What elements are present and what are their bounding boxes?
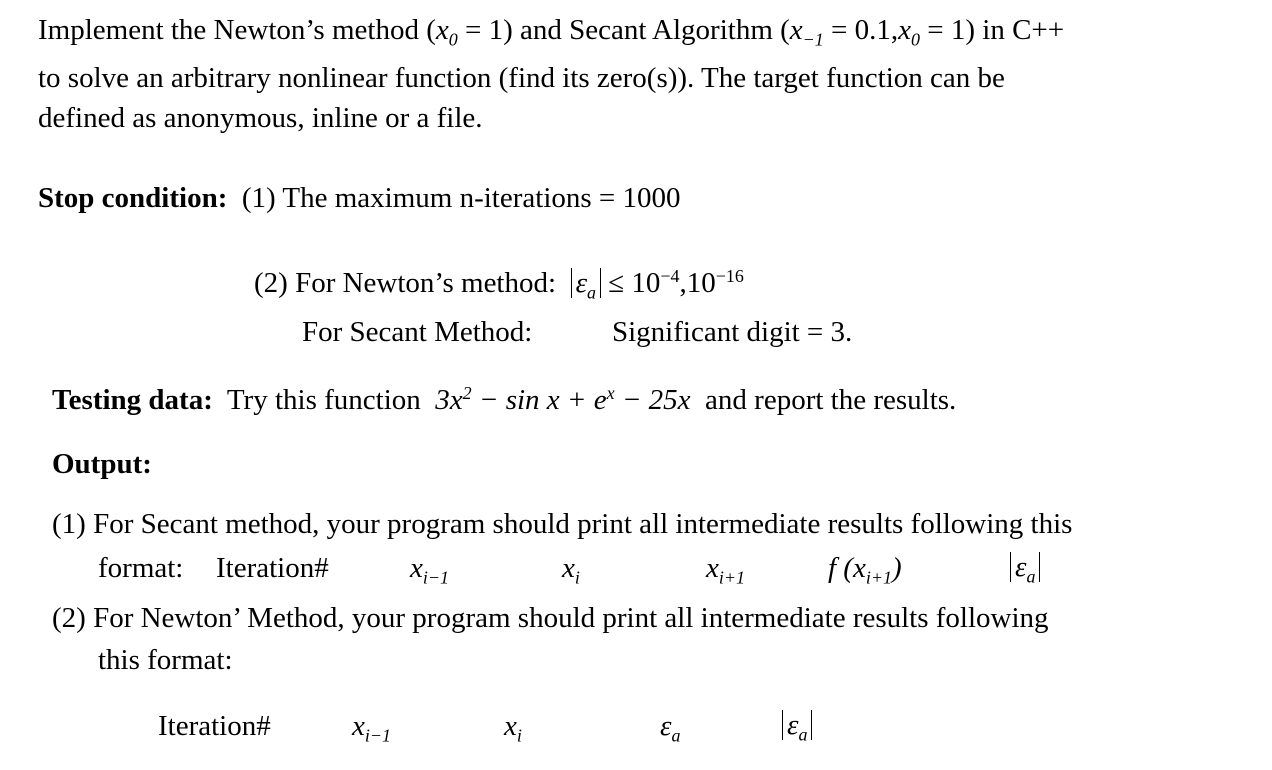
stop-condition-label: Stop condition: (38, 182, 228, 214)
stop-condition-line-1 (38, 184, 681, 213)
secant-col-x-prev: $x_{i-1}$ (410, 552, 449, 588)
testing-data-text: Try this function (226, 384, 421, 416)
secant-col-f-x-next: f $(x_{i+1})$ (828, 552, 902, 588)
secant-col-iteration: Iteration# (216, 552, 329, 584)
testing-data-label: Testing data: (52, 384, 213, 416)
output-label: Output: (52, 448, 152, 480)
newton-col-iteration: Iteration# (158, 710, 271, 742)
stop-condition-1: (1) The maximum n-iterations = 1000 (241, 182, 681, 214)
testing-data-tail: and report the results. (705, 384, 957, 416)
intro-text-part1: Implement the Newton’s method ( (38, 14, 436, 46)
intro-line-3: defined as anonymous, inline or a file. (38, 102, 483, 134)
secant-initial-value-2: $x_0$ (898, 14, 921, 50)
test-function: $3x^2 - \sin x + e^x - 25x$ (435, 383, 691, 416)
newton-initial-value: $x_0$ (435, 14, 458, 50)
output-item-2-line-2: this format: (98, 644, 233, 676)
intro-text-part2: ) and Secant Algorithm ( (503, 14, 790, 46)
output-item-2-line-1: (2) For Newton’ Method, your program should print all intermediate results following (52, 602, 1049, 634)
newton-col-epsilon-a: $\varepsilon_a$ (660, 710, 681, 746)
newton-condition-label: (2) For Newton’s method: (254, 267, 557, 299)
newton-col-epsilon-abs: $\varepsilon_a$ (782, 710, 812, 740)
newton-epsilon-abs: $\varepsilon_a$ (571, 268, 601, 298)
newton-col-x-i: $x_i$ (504, 710, 522, 746)
intro-text-part3: ) in C++ (965, 14, 1065, 46)
secant-format-label: format: (98, 552, 184, 584)
intro-line-1: Implement the Newton’s method $(x_0 = 1)$ and Secant Algorithm $(x_{-1} = 0.1,x_0 = 1)$ in C++ (38, 14, 1065, 50)
secant-condition-label: For Secant Method: (302, 316, 533, 348)
newton-col-x-prev: $x_{i-1}$ (352, 710, 391, 746)
output-item-1-line-1: (1) For Secant method, your program should print all intermediate results following this (52, 508, 1073, 540)
secant-col-x-next: $x_{i+1}$ (706, 552, 745, 588)
stop-condition-line-2: (2) For Newton’s method: $\varepsilon_a \le 10^{-4},10^{-16}$ (254, 266, 744, 303)
secant-col-x-i: $x_i$ (562, 552, 580, 588)
testing-data-line (52, 383, 957, 416)
secant-condition-value: Significant digit = 3. (612, 316, 853, 348)
intro-line-2: to solve an arbitrary nonlinear function (find its zero(s)). The target function can be (38, 62, 1005, 94)
secant-col-epsilon-abs: $\varepsilon_a$ (1010, 552, 1040, 582)
secant-initial-value-1: $x_{-1}$ (789, 14, 824, 50)
